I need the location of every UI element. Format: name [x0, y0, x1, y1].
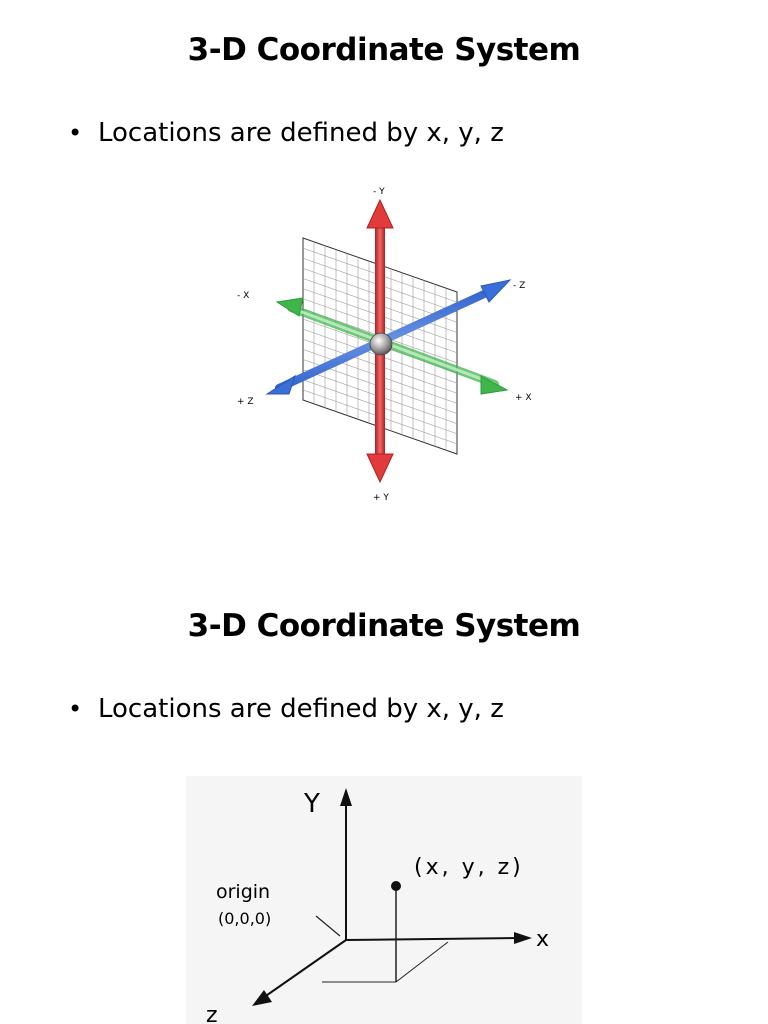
x-axis-arrow: [514, 932, 532, 944]
bullet-icon: •: [68, 695, 83, 723]
y-axis-arrow: [340, 788, 352, 806]
bullet-item: [68, 118, 504, 148]
slide-title: 3-D Coordinate System: [187, 608, 581, 644]
bullet-text: Locations are defined by x, y, z: [98, 118, 504, 148]
slide-title: 3-D Coordinate System: [187, 32, 581, 68]
x-axis-line: [346, 938, 522, 940]
point-marker: [391, 881, 401, 891]
label-z: z: [206, 1003, 218, 1024]
label-origin-coords: (0,0,0): [218, 909, 272, 928]
origin-pointer: [316, 916, 340, 936]
label-pos-z: + Z: [237, 397, 254, 407]
projection-floor-2: [396, 942, 448, 982]
label-neg-x: - X: [237, 291, 250, 301]
label-y: Y: [304, 789, 320, 819]
bullet-text: Locations are defined by x, y, z: [98, 694, 504, 724]
bullet-icon: •: [68, 119, 83, 147]
label-x: x: [536, 927, 550, 952]
origin-ball: [370, 333, 392, 355]
label-neg-y: - Y: [373, 187, 385, 197]
label-point: (x, y, z): [414, 855, 524, 880]
slide-2: [0, 576, 768, 1024]
label-pos-x: + X: [515, 393, 532, 403]
label-origin: origin: [216, 881, 271, 903]
label-neg-z: - Z: [513, 281, 526, 291]
label-pos-y: + Y: [373, 493, 389, 503]
z-axis-arrow: [252, 990, 272, 1006]
z-axis-line: [260, 940, 346, 1000]
bullet-item: [68, 694, 504, 724]
axes-3d-figure: [225, 180, 545, 510]
coordinate-sketch-figure: [186, 776, 582, 1024]
